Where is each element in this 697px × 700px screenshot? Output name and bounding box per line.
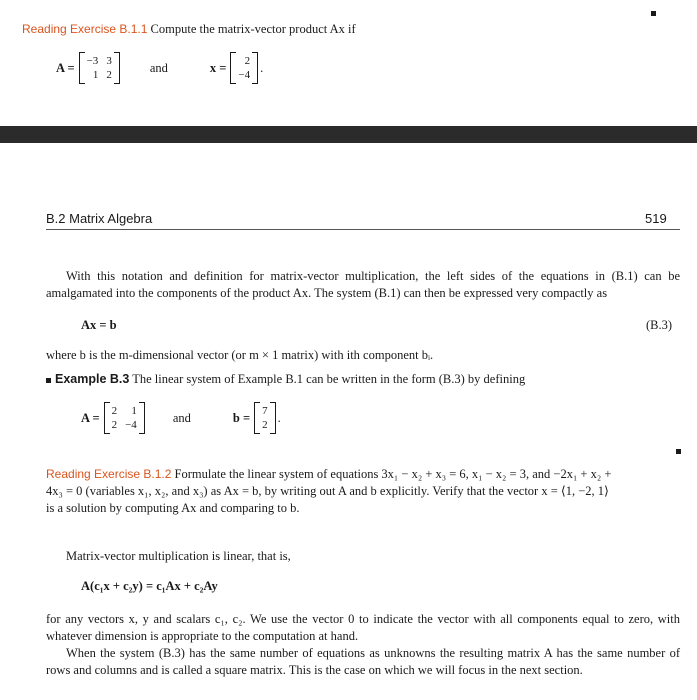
- exercise-label: Reading Exercise B.1.1: [22, 22, 148, 36]
- corner-marker-mid: [676, 449, 681, 454]
- vector-cell: −4: [238, 69, 251, 81]
- matrix-a: [79, 52, 120, 84]
- example-label: Example B.3: [55, 372, 130, 386]
- example-text: The linear system of Example B.1 can be written in the form (B.3) by defining: [132, 372, 526, 386]
- vector-x: [230, 52, 258, 84]
- vector-cell: 7: [262, 405, 268, 417]
- linearity-intro: Matrix-vector multiplication is linear, that is,: [66, 549, 291, 563]
- reading-exercise-b11: [22, 22, 662, 37]
- reading-exercise-b12: [46, 466, 686, 517]
- matrix-cell: 2: [106, 69, 112, 81]
- exercise-b11-matrices: [56, 52, 263, 84]
- matrix-cell: 3: [106, 55, 112, 67]
- matrix-cell: 1: [131, 405, 137, 417]
- matrix-cell: −3: [86, 55, 99, 67]
- period: .: [260, 60, 264, 75]
- linearity-equation: A(c₁x + c₂y) = c₁Ax + c₂Ay: [81, 579, 218, 593]
- and-text: and: [149, 60, 168, 75]
- header-rule: [46, 229, 680, 230]
- matrix-a-label: A =: [56, 60, 75, 75]
- vector-cell: 2: [262, 419, 268, 431]
- equation-b3-tag: (B.3): [646, 318, 673, 332]
- vector-cell: 2: [244, 55, 251, 67]
- exercise-text: Compute the matrix-vector product Ax if: [150, 22, 356, 36]
- matrix-a-label: A =: [81, 410, 100, 425]
- running-header-page-number: 519: [645, 211, 667, 226]
- matrix-a: [104, 402, 145, 434]
- matrix-cell: 2: [111, 405, 118, 417]
- exercise-label: Reading Exercise B.1.2: [46, 467, 172, 481]
- running-header-section: B.2 Matrix Algebra: [46, 211, 153, 226]
- equation-b3: Ax = b: [81, 318, 117, 332]
- page-break-band: [0, 126, 697, 143]
- example-bullet-icon: [46, 378, 51, 383]
- matrix-cell: 1: [92, 69, 99, 81]
- example-b3: [46, 372, 680, 387]
- matrix-cell: −4: [125, 419, 137, 431]
- example-b3-matrices: [81, 402, 281, 434]
- and-text: and: [172, 410, 191, 425]
- where-line: where b is the m-dimensional vector (or m × 1 matrix) with ith component bᵢ.: [46, 348, 434, 362]
- exercise-line-1: [46, 466, 686, 483]
- closing-paragraph-2: When the system (B.3) has the same number of equations as unknowns the resulting matrix A has the same number of rows and columns and is called a square matrix. This is the case on which we will focus in the next section.: [46, 646, 680, 677]
- vector-b: [254, 402, 276, 434]
- exercise-line-2: 4x₃ = 0 (variables x₁, x₂, and x₃) as Ax = b, by writing out A and b explicitly. Verify that the vector x = ⟨1, −2, 1⟩: [46, 484, 609, 498]
- intro-paragraph: With this notation and definition for matrix-vector multiplication, the left sides of the equations in (B.1) can be amalgamated into the components of the product Ax. The system (B.1) can then be expressed very compactly as: [46, 269, 680, 300]
- closing-paragraph-1: for any vectors x, y and scalars c₁, c₂. We use the vector 0 to indicate the vector with all components equal to zero, with whatever dimension is appropriate to the computation at hand.: [46, 612, 680, 643]
- vector-x-label: x =: [209, 60, 227, 75]
- corner-marker-top: [651, 11, 656, 16]
- matrix-cell: 2: [111, 419, 118, 431]
- exercise-text-1: Formulate the linear system of equations 3x₁ − x₂ + x₃ = 6, x₁ − x₂ = 3, and −2x₁ + x₂ +: [174, 467, 612, 481]
- period: .: [277, 410, 281, 425]
- exercise-line-3: is a solution by computing Ax and comparing to b.: [46, 501, 300, 515]
- vector-b-label: b =: [232, 410, 251, 425]
